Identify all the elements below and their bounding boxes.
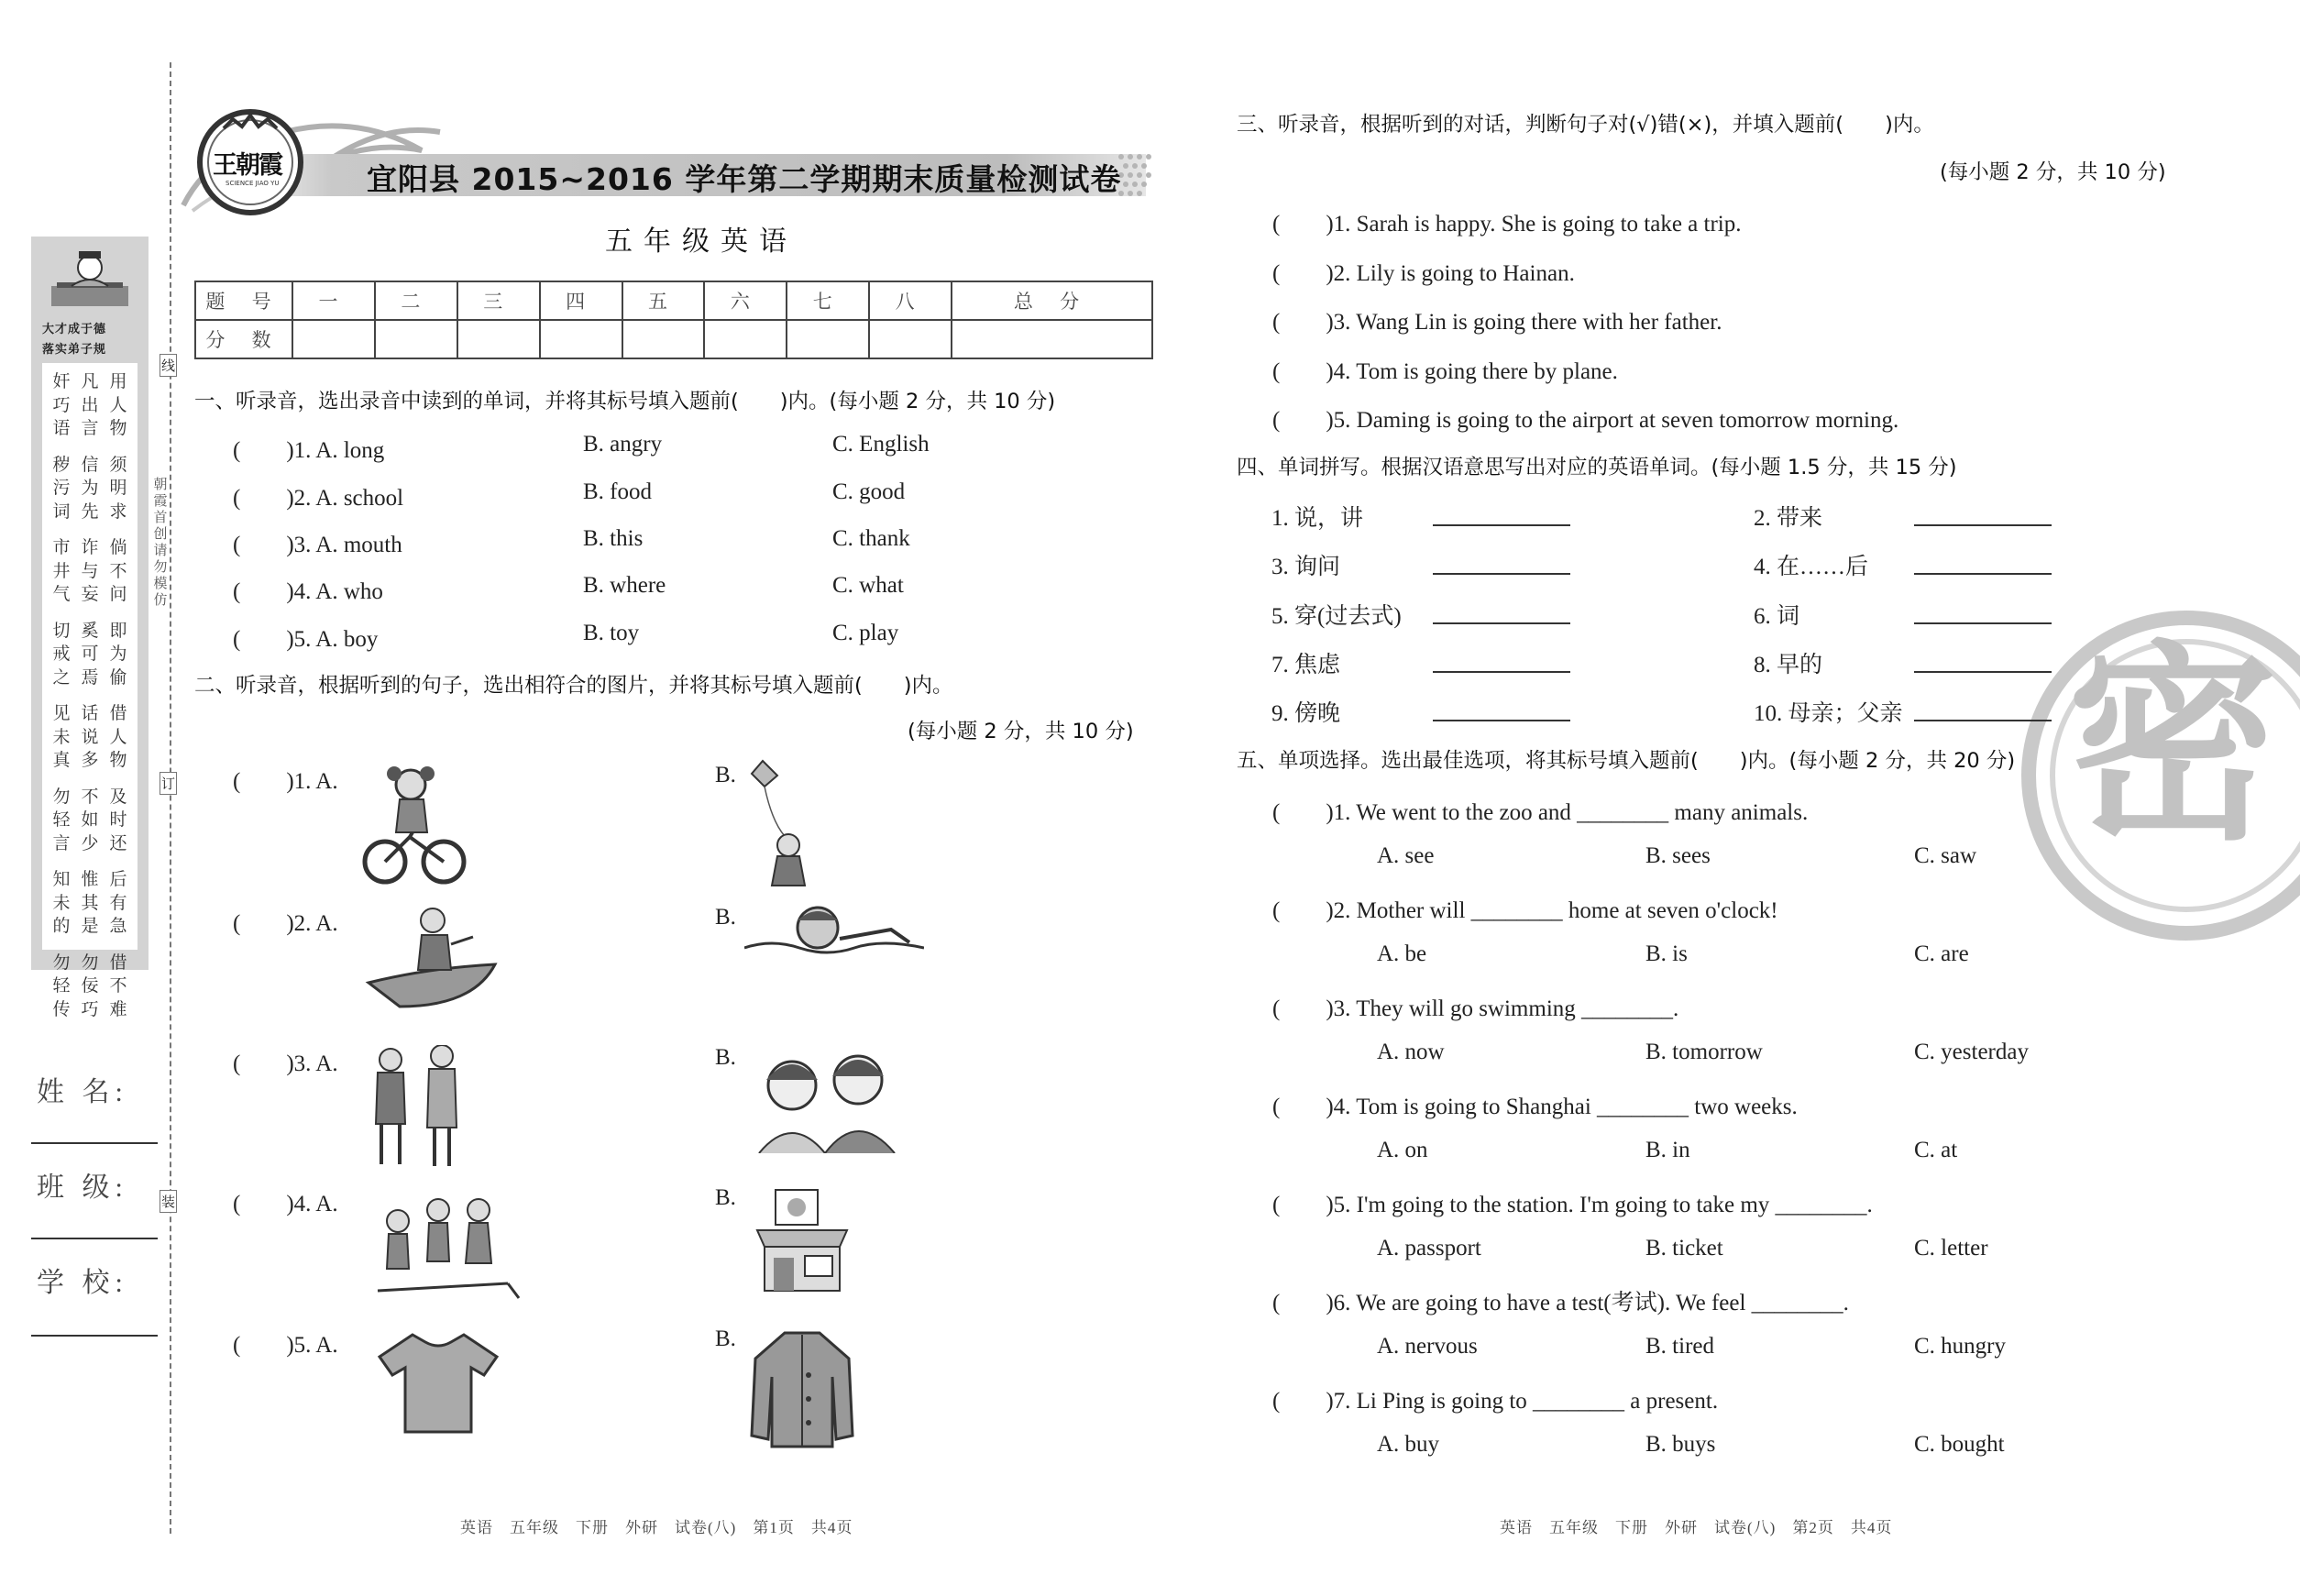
motto-char: 物 [109,751,127,770]
motto-char: 未 [52,893,71,913]
score-input[interactable] [375,320,457,358]
score-cell: 六 [704,281,787,320]
exam-title: 宜阳县 2015~2016 学年第二学期期末质量检测试卷 [367,161,1122,197]
score-cell: 二 [375,281,457,320]
motto-char: 求 [109,501,127,522]
motto-char: 勿 [81,952,99,973]
motto-char: 不 [109,561,127,581]
s5-q4-b: B. in [1645,1138,1690,1162]
s4-item-9: 9. 傍晚 [1271,701,1341,726]
motto-char: 井 [52,561,71,581]
vertical-note-char: 仿 [153,593,168,608]
s5-q2-a: A. be [1377,941,1427,966]
s5-q2[interactable]: ( )2. Mother will ________ home at seven o'clock! [1272,898,1778,923]
section-2-points: (每小题 2 分，共 10 分) [908,720,1134,743]
bind-mark-line: 线 [160,354,177,377]
s5-q1-a: A. see [1377,843,1435,868]
s5-q6-b: B. tired [1645,1334,1714,1359]
s5-q1-b: B. sees [1645,843,1711,868]
s5-q6[interactable]: ( )6. We are going to have a test(考试). We feel ________. [1272,1291,1849,1315]
score-cell: 三 [457,281,540,320]
s2-q2-b: B. [715,905,736,930]
s4-item-3: 3. 询问 [1271,555,1341,579]
motto-char: 秽 [52,455,71,475]
s2-q5-b: B. [715,1326,736,1351]
two-women-picture-b [755,1043,898,1153]
motto-char: 惟 [81,870,99,889]
s5-q3[interactable]: ( )3. They will go swimming ________. [1272,996,1679,1021]
s4-item-5: 5. 穿(过去式) [1271,604,1402,629]
score-cell: 总 分 [952,281,1152,320]
bind-mark-install: 装 [160,1190,177,1213]
motto-char: 时 [109,810,127,830]
score-cell: 分 数 [195,320,292,358]
s4-answer-8[interactable] [1914,671,2052,673]
vertical-note-char: 请 [153,544,168,558]
name-field[interactable] [31,1142,158,1144]
score-cell: 四 [540,281,622,320]
motto-char: 先 [81,501,99,522]
s5-q4-a: A. on [1377,1138,1428,1162]
s1-q4[interactable]: ( )4. A. who [233,579,383,604]
motto-char: 借 [109,952,127,973]
motto-char: 真 [52,751,71,770]
motto-char: 之 [52,667,71,688]
motto-char: 妄 [81,585,99,604]
motto-char: 难 [109,999,127,1019]
s5-q4-c: C. at [1914,1138,1958,1162]
score-input[interactable] [869,320,952,358]
s4-answer-7[interactable] [1433,671,1570,673]
s2-q4-b: B. [715,1185,736,1210]
s2-q5[interactable]: ( )5. A. [233,1333,338,1358]
motto-char: 后 [109,870,127,889]
motto-char: 有 [109,893,127,913]
motto-char: 诈 [81,538,99,557]
s5-q1[interactable]: ( )1. We went to the zoo and ________ many animals. [1272,800,1809,825]
s4-item-10: 10. 母亲；父亲 [1754,701,1903,726]
s1-q5[interactable]: ( )5. A. boy [233,627,379,652]
s5-q4[interactable]: ( )4. Tom is going to Shanghai ________ two weeks. [1272,1095,1798,1119]
footer-page-2: 英语 五年级 下册 外研 试卷(八) 第2页 共4页 [1500,1519,1893,1536]
class-field[interactable] [31,1238,158,1239]
motto-char: 言 [52,833,71,853]
motto-char: 用 [109,372,127,391]
s4-answer-6[interactable] [1914,622,2052,624]
side-slogan-2: 落实弟子规 [42,343,107,357]
score-cell: 八 [869,281,952,320]
motto-char: 即 [109,621,127,641]
class-label: 班 级: [37,1172,128,1203]
s1-q2-b: B. food [583,479,652,504]
s4-item-6: 6. 词 [1754,604,1800,629]
footer-page-1: 英语 五年级 下册 外研 试卷(八) 第1页 共4页 [460,1519,853,1536]
vertical-note-char: 首 [153,511,168,525]
motto-char: 言 [81,419,99,438]
motto-char: 如 [81,810,99,830]
s1-q1[interactable]: ( )1. A. long [233,438,385,463]
score-cell: 题 号 [195,281,292,320]
school-label: 学 校: [37,1268,128,1298]
shop-picture [755,1188,849,1293]
s2-q1-b: B. [715,763,736,787]
score-table [194,281,1153,359]
s5-q2-c: C. are [1914,941,1969,966]
motto-char: 人 [109,727,127,747]
motto-char: 知 [52,870,71,889]
score-cell: 七 [787,281,869,320]
s3-q3[interactable]: ( )3. Wang Lin is going there with her father. [1272,310,1722,335]
s2-q1[interactable]: ( )1. A. [233,769,338,794]
s5-q1-c: C. saw [1914,843,1977,868]
s1-q5-c: C. play [832,621,899,645]
girl-riding-bike-picture [359,759,469,887]
two-people-picture-a [365,1045,477,1170]
score-input[interactable] [952,320,1152,358]
s4-answer-10[interactable] [1914,720,2052,721]
s1-q5-b: B. toy [583,621,640,645]
subject-title: 五年级英语 [605,226,798,257]
score-value-row [195,320,1152,358]
s5-q5-b: B. ticket [1645,1236,1723,1260]
motto-char: 问 [109,585,127,604]
motto-char: 急 [109,917,127,936]
motto-char: 切 [52,621,71,641]
motto-char: 轻 [52,810,71,830]
s5-q7-c: C. bought [1914,1432,2005,1457]
motto-char: 是 [81,917,99,936]
score-input[interactable] [704,320,787,358]
motto-char: 未 [52,727,71,747]
motto-char: 明 [109,479,127,498]
s4-answer-2[interactable] [1914,524,2052,526]
motto-char: 污 [52,479,71,498]
motto-char: 话 [81,704,99,723]
s5-q2-b: B. is [1645,941,1688,966]
score-input[interactable] [292,320,375,358]
vertical-note-char: 朝 [153,478,168,492]
s4-item-8: 8. 早的 [1754,653,1823,677]
s5-q7[interactable]: ( )7. Li Ping is going to ________ a present. [1272,1389,1719,1414]
motto-char: 巧 [81,999,99,1019]
s1-q1-c: C. English [832,432,930,457]
motto-char: 奚 [81,621,99,641]
vertical-note-char: 创 [153,527,168,542]
motto-char: 为 [81,479,99,498]
s4-answer-5[interactable] [1433,622,1570,624]
score-input[interactable] [787,320,869,358]
motto-char: 见 [52,704,71,723]
s5-q6-c: C. hungry [1914,1334,2006,1359]
score-input[interactable] [457,320,540,358]
brand-name: 王朝霞 [213,151,281,179]
motto-char: 可 [81,644,99,664]
motto-char: 戒 [52,644,71,664]
stamp-char: 密 [2067,624,2279,869]
s2-q4[interactable]: ( )4. A. [233,1192,338,1216]
boy-swimming-picture [744,902,924,974]
motto-char: 不 [109,976,127,996]
section-5-heading: 五、单项选择。选出最佳选项，将其标号填入题前( )内。(每小题 2 分，共 20 分) [1237,749,2016,773]
score-input[interactable] [540,320,622,358]
motto-char: 气 [52,585,71,604]
vertical-note [152,477,169,609]
motto-char: 多 [81,751,99,770]
s4-answer-1[interactable] [1433,524,1570,526]
tshirt-picture [376,1331,501,1436]
motto-char: 信 [81,455,99,475]
s1-q3-b: B. this [583,526,644,551]
motto-column [76,370,104,1021]
motto-char: 说 [81,727,99,747]
bind-mark-order: 订 [160,772,177,795]
score-cell: 一 [292,281,375,320]
s2-q2[interactable]: ( )2. A. [233,911,338,936]
section-4-heading: 四、单词拼写。根据汉语意思写出对应的英语单词。(每小题 1.5 分，共 15 分) [1237,456,1957,479]
name-label: 姓 名: [37,1077,128,1107]
motto-char: 人 [109,395,127,415]
motto-char: 的 [52,917,71,936]
s2-q3-b: B. [715,1045,736,1070]
girl-flying-kite-picture [744,757,818,895]
vertical-note-char: 勿 [153,560,168,575]
s4-answer-3[interactable] [1433,573,1570,575]
s3-q2[interactable]: ( )2. Lily is going to Hainan. [1272,261,1575,286]
motto-column [48,370,75,1021]
motto-char: 佞 [81,976,99,996]
motto-char: 为 [109,644,127,664]
motto-char: 勿 [52,952,71,973]
s3-q4[interactable]: ( )4. Tom is going there by plane. [1272,359,1618,384]
s1-q3[interactable]: ( )3. A. mouth [233,533,402,557]
s5-q7-b: B. buys [1645,1432,1716,1457]
score-input[interactable] [622,320,705,358]
s1-q2-c: C. good [832,479,906,504]
motto-char: 还 [109,833,127,853]
s5-q5[interactable]: ( )5. I'm going to the station. I'm going to take my ________. [1272,1193,1873,1217]
motto-char: 少 [81,833,99,853]
s5-q7-a: A. buy [1377,1432,1440,1457]
motto-char: 轻 [52,976,71,996]
s4-answer-9[interactable] [1433,720,1570,721]
children-playing-picture [370,1188,521,1302]
motto-char: 倘 [109,538,127,557]
s5-q5-a: A. passport [1377,1236,1481,1260]
s1-q2[interactable]: ( )2. A. school [233,486,404,511]
score-cell: 五 [622,281,705,320]
s4-item-1: 1. 说，讲 [1271,506,1364,531]
section-2-heading: 二、听录音，根据听到的句子，选出相符合的图片，并将其标号填入题前( )内。 [194,674,953,698]
s1-q1-b: B. angry [583,432,663,457]
s3-q5[interactable]: ( )5. Daming is going to the airport at seven tomorrow morning. [1272,408,1899,433]
s5-q3-b: B. tomorrow [1645,1040,1763,1064]
s5-q5-c: C. letter [1914,1236,1988,1260]
vertical-note-char: 霞 [153,494,168,509]
motto-column [105,370,132,1021]
s1-q4-b: B. where [583,573,666,598]
motto-char: 巧 [52,395,71,415]
motto-char: 凡 [81,372,99,391]
s3-q1[interactable]: ( )1. Sarah is happy. She is going to take a trip. [1272,212,1742,237]
section-3-heading: 三、听录音，根据听到的对话，判断句子对(√)错(×)，并填入题前( )内。 [1237,113,1934,137]
s5-q6-a: A. nervous [1377,1334,1478,1359]
motto-char: 偷 [109,667,127,688]
s1-q4-c: C. what [832,573,904,598]
s2-q3[interactable]: ( )3. A. [233,1051,338,1076]
score-header-row [195,281,1152,320]
section-3-points: (每小题 2 分，共 10 分) [1940,160,2166,184]
s4-item-4: 4. 在……后 [1754,555,1869,579]
s4-item-7: 7. 焦虑 [1271,653,1341,677]
s4-item-2: 2. 带来 [1754,506,1823,531]
s5-q3-a: A. now [1377,1040,1445,1064]
motto-char: 不 [81,787,99,807]
s5-q3-c: C. yesterday [1914,1040,2029,1064]
motto-char: 勿 [52,787,71,807]
scholar-illustration [44,246,136,317]
brand-sub: SCIENCE JIAO YU [226,180,280,187]
banner-dots [1117,152,1153,198]
motto-char: 语 [52,419,71,438]
motto-char: 物 [109,419,127,438]
motto-char: 市 [52,538,71,557]
motto-char: 词 [52,501,71,522]
binding-dash-line [170,62,171,1534]
motto-char: 与 [81,561,99,581]
motto-char: 传 [52,999,71,1019]
man-on-boat-picture [363,904,501,1016]
s4-answer-4[interactable] [1914,573,2052,575]
coat-picture [748,1329,856,1450]
vertical-note-char: 模 [153,577,168,591]
motto-char: 须 [109,455,127,475]
school-field[interactable] [31,1335,158,1337]
motto-char: 借 [109,704,127,723]
motto-char: 焉 [81,667,99,688]
motto-char: 及 [109,787,127,807]
motto-char: 其 [81,893,99,913]
side-slogan-1: 大才成于德 [42,323,107,336]
section-1-heading: 一、听录音，选出录音中读到的单词，并将其标号填入题前( )内。(每小题 2 分，共 10 分) [194,390,1056,413]
s1-q3-c: C. thank [832,526,910,551]
motto-char: 出 [81,395,99,415]
motto-char: 奸 [52,372,71,391]
